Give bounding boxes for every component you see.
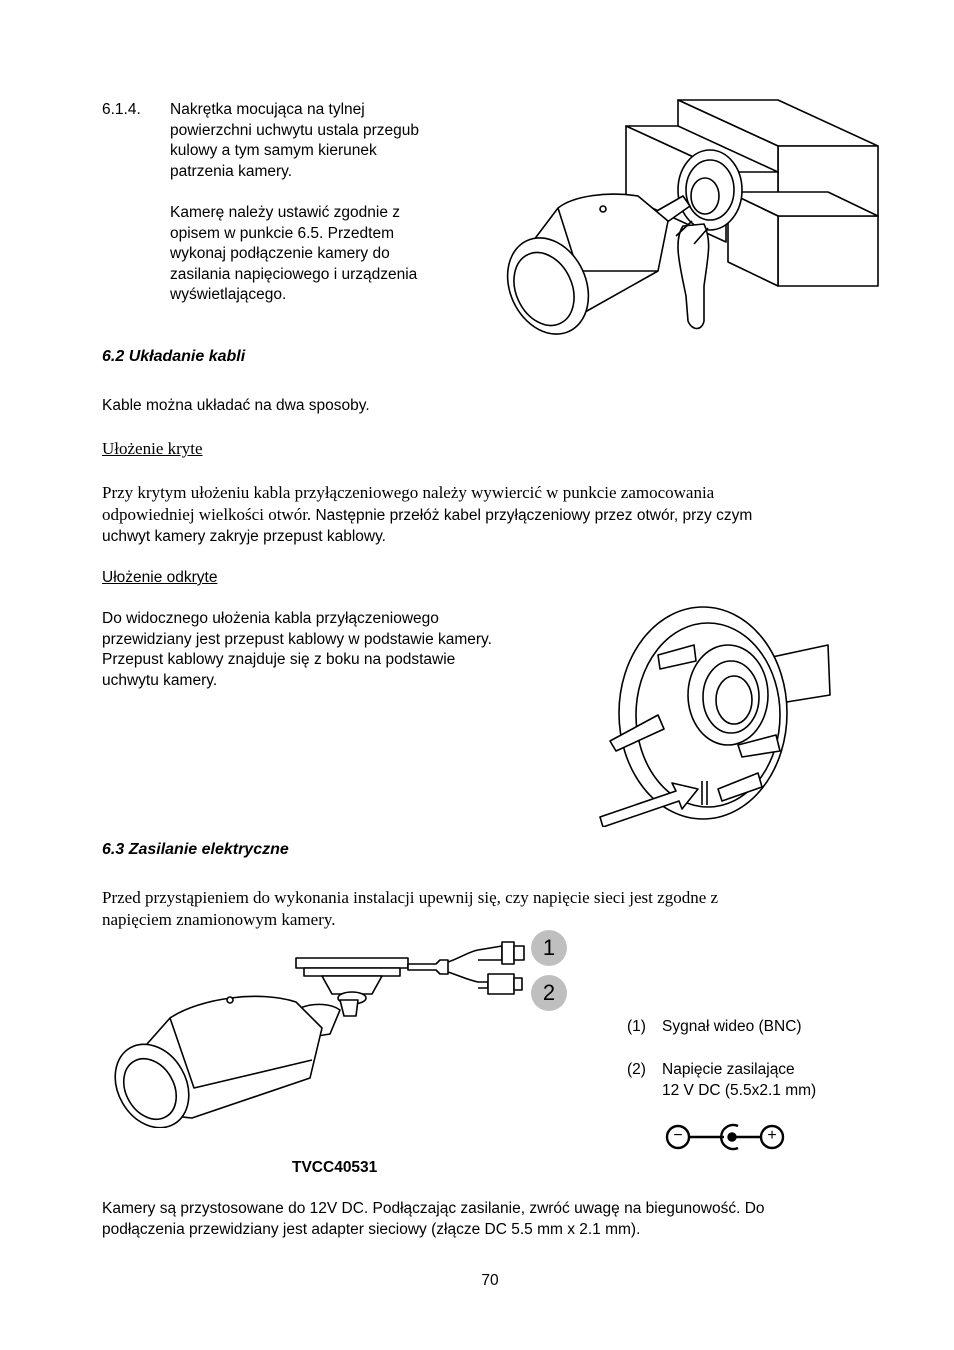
page-number: 70 (481, 1272, 499, 1289)
model-label: TVCC40531 (292, 1159, 378, 1176)
dc-polarity-icon (664, 1121, 788, 1153)
section-6-1-4-paragraph-2: Kamerę należy ustawić zgodnie z opisem w punkcie 6.5. Przedtem wykonaj podłączenie kamery do zasilania napięciowego i urządzenia wyświetlającego. (170, 204, 418, 303)
section-6-2-intro: Kable można układać na dwa sposoby. (102, 397, 370, 414)
legend-2-text: Napięcie zasilające 12 V DC (5.5x2.1 mm) (662, 1061, 817, 1099)
subheading-exposed-routing: Ułożenie odkryte (102, 569, 218, 586)
covered-routing-paragraph: Przy krytym ułożeniu kabla przyłączeniowego należy wywiercić w punkcie zamocowania odpowiedniej wielkości otwór. Następnie przełóż kabel przyłączeniowy przez otwór, przy czym uchwyt kamery zakryje przepust kablowy. (102, 483, 753, 545)
legend-1-number: (1) (627, 1018, 646, 1035)
mount-base-cable-gland-illustration (598, 605, 834, 827)
section-heading-6-3: 6.3 Zasilanie elektryczne (102, 841, 289, 858)
dc-power-paragraph: Kamery są przystosowane do 12V DC. Podłączając zasilanie, zwróć uwagę na biegunowość. Do podłączenia przewidziany jest adapter sieciowy (złącze DC 5.5 mm x 2.1 mm). (102, 1200, 765, 1238)
legend-1-text: Sygnał wideo (BNC) (662, 1018, 802, 1035)
polarity-minus: − (673, 1127, 683, 1144)
camera-with-cables-illustration (100, 938, 530, 1128)
polarity-plus: + (767, 1127, 777, 1144)
section-number: 6.1.4. (102, 101, 141, 118)
section-heading-6-2: 6.2 Układanie kabli (102, 348, 246, 365)
subheading-covered-routing: Ułożenie kryte (102, 439, 203, 458)
badge-2: 2 (531, 975, 567, 1011)
camera-wall-mount-illustration (498, 96, 882, 336)
legend-2-number: (2) (627, 1061, 646, 1078)
section-6-1-4-paragraph-1: Nakrętka mocująca na tylnej powierzchni uchwytu ustala przegub kulowy a tym samym kierunek patrzenia kamery. (170, 101, 419, 180)
power-supply-paragraph: Przed przystąpieniem do wykonania instalacji upewnij się, czy napięcie sieci jest zgodne z napięciem znamionowym kamery. (102, 888, 719, 929)
exposed-routing-paragraph: Do widocznego ułożenia kabla przyłączeniowego przewidziany jest przepust kablowy w podstawie kamery. Przepust kablowy znajduje się z boku na podstawie uchwytu kamery. (102, 610, 492, 689)
badge-1: 1 (531, 930, 567, 966)
